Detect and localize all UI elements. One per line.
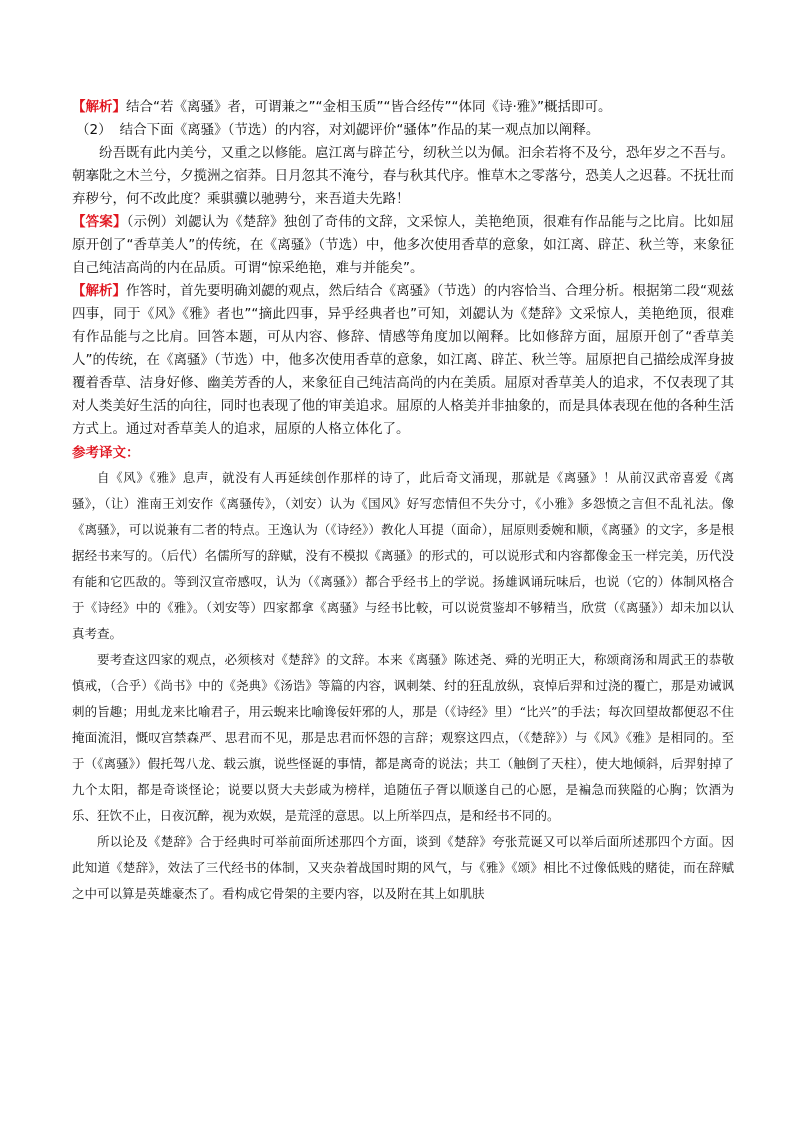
analysis-text: 作答时，首先要明确刘勰的观点，然后结合《离骚》（节选）的内容恰当、合理分析。根据第二段“观兹四事，同于《风》《雅》者也”“摘此四事，异乎经典者也”可知，刘勰认为《楚辞》文采惊人，美艳绝顶，很难有作品能与之比肩。回答本题，可从内容、修辞、情感等角度加以阐释。比如修辞方面，屈原开创了“香草美人”的传统，在《离骚》（节选）中，他多次使用香草的意象，如江离、辟芷、秋兰等。屈原把自己描绘成浑身披覆着香草、洁身好修、幽美芳香的人，来象征自己纯洁高尚的内在美质。屈原对香草美人的追求，不仅表现了其对人类美好生活的向往，同时也表现了他的审美追求。屈原的人格美并非抽象的，而是具体表现在他的各种生活方式上。通过对香草美人的追求，屈原的人格立体化了。 [72,283,735,437]
question-text: 结合下面《离骚》（节选）的内容，对刘勰评价“骚体”作品的某一观点加以阐释。 [119,122,600,138]
reference-translation-title: 参考译文： [72,445,140,461]
analysis-paragraph-1 [72,96,734,119]
analysis-tag: 【解析】 [72,99,126,115]
translation-paragraph: 所以论及《楚辞》合于经典时可举前面所述那四个方面，谈到《楚辞》夸张荒诞又可以举后面所述那四个方面。因此知道《楚辞》，效法了三代经书的体制，又夹杂着战国时期的风气，与《雅》《颂》相比不过像低贱的赌徒，而在辞赋之中可以算是英雄豪杰了。看构成它骨架的主要内容，以及附在其上如肌肤 [72,834,734,901]
poem-excerpt: 纷吾既有此内美兮，又重之以修能。扈江离与辟芷兮，纫秋兰以为佩。汩余若将不及兮，恐年岁之不吾与。朝搴阰之木兰兮，夕揽洲之宿莽。日月忽其不淹兮，春与秋其代序。惟草木之零落兮，恐美人之迟暮。不抚壮而弃秽兮，何不改此度？乘骐骥以驰骋兮，来吾道夫先路！ [72,145,734,207]
translation-paragraph: 要考查这四家的观点，必须核对《楚辞》的文辞。本来《离骚》陈述尧、舜的光明正大，称颂商汤和周武王的恭敬慎戒，（合乎）《尚书》中的《尧典》《汤诰》等篇的内容，讽刺桀、纣的狂乱放纵，哀悼后羿和过浇的覆亡，那是劝诫讽刺的旨趣；用虬龙来比喻君子，用云蜺来比喻谗佞奸邪的人，那是（《诗经》里）“比兴”的手法；每次回望故都便忍不住掩面流泪，慨叹宫禁森严、思君而不见，那是忠君而怀怨的言辞；观察这四点，（《楚辞》）与《风》《雅》是相同的。至于（《离骚》）假托驾八龙、载云旗，说些怪诞的事情，都是离奇的说法；共工（触倒了天柱），使大地倾斜，后羿射掉了九个太阳，都是奇谈怪论；说要以贤大夫彭咸为榜样，追随伍子胥以顺遂自己的心愿，是褊急而狭隘的心胸；饮酒为乐、狂饮不止，日夜沉醉，视为欢娱，是荒淫的意思。以上所举四点，是和经书不同的。 [72,652,734,823]
answer-paragraph [72,211,734,280]
question-2 [72,119,734,142]
question-number: （2） [76,122,112,138]
analysis-text: 结合“若《离骚》者，可谓兼之”“金相玉质”“皆合经传”“体同《诗·雅》”概括即可。 [126,99,612,115]
answer-tag: 【答案】 [72,214,127,230]
analysis-paragraph-2 [72,280,734,441]
translation-paragraph: 自《风》《雅》息声，就没有人再延续创作那样的诗了，此后奇文涌现，那就是《离骚》！从前汉武帝喜爱《离骚》，（让）淮南王刘安作《离骚传》，（刘安）认为《国风》好写恋情但不失分寸，《小雅》多怨愤之言但不乱礼法。像《离骚》，可以说兼有二者的特点。王逸认为（《诗经》）教化人耳提（面命），屈原则委婉和顺，《离骚》的文字，多是根据经书来写的。（后代）名儒所写的辞赋，没有不模拟《离骚》的形式的，可以说形式和内容都像金玉一样完美，历代没有能和它匹敌的。等到汉宣帝感叹，认为（《离骚》）都合乎经书上的学说。扬雄讽诵玩味后，也说（它的）体制风格合于《诗经》中的《雅》。（刘安等）四家都拿《离骚》与经书比較，可以说赏鉴却不够精当，欣赏（《离骚》）却未加以认真考查。 [72,470,734,641]
analysis-tag: 【解析】 [72,283,127,299]
answer-text: （示例）刘勰认为《楚辞》独创了奇伟的文辞，文采惊人，美艳绝顶，很难有作品能与之比肩。比如屈原开创了“香草美人”的传统，在《离骚》（节选）中，他多次使用香草的意象，如江离、辟芷、秋兰等，来象征自己纯洁高尚的内在品质。可谓“惊采绝艳，难与并能矣”。 [72,214,735,276]
